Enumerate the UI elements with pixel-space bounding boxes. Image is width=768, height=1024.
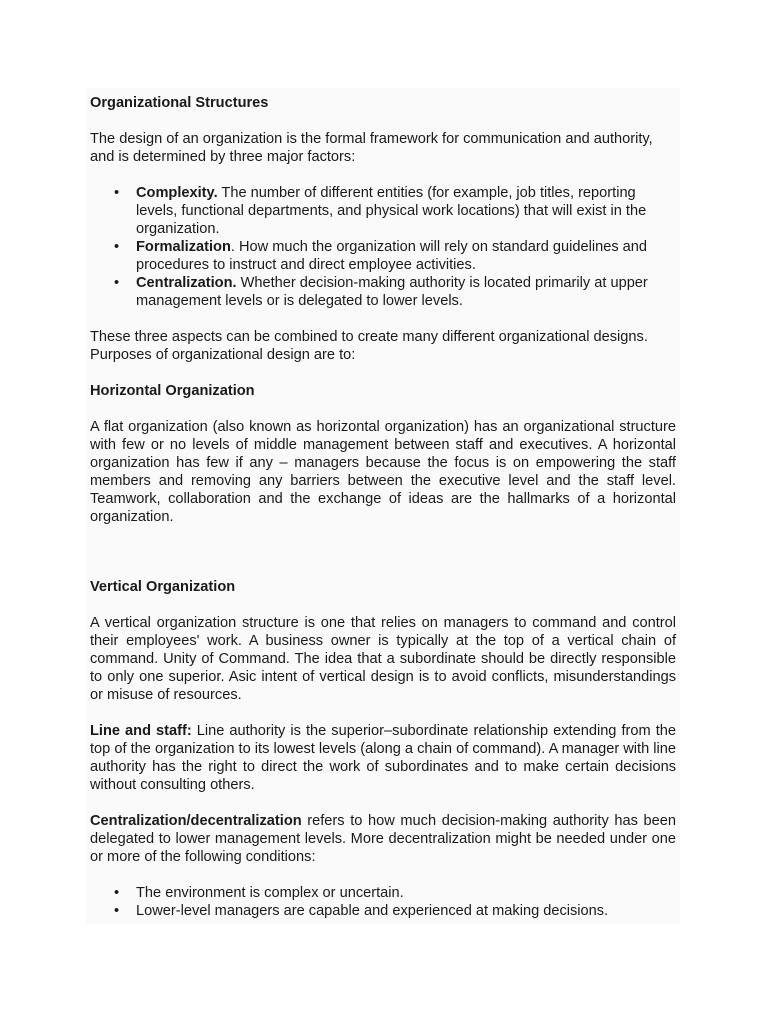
factor-term: Complexity.: [136, 185, 218, 201]
line-staff-text: Line authority is the superior–subordinate relationship extending from the top of the organization to its lowest levels (along a chain of command). A manager with line authority has the right to direct the work of subordinates and to make certain decisions without consulting others.: [90, 723, 676, 793]
factors-list: [90, 184, 676, 310]
list-item: [114, 884, 676, 902]
factor-text: . How much the organization will rely on standard guidelines and procedures to instruct and direct employee activities.: [136, 239, 648, 273]
factor-term: Centralization.: [136, 275, 237, 291]
horizontal-heading: Horizontal Organization: [90, 383, 255, 399]
factor-term: Formalization: [136, 239, 231, 255]
centralization-paragraph: [90, 812, 676, 866]
bullet-icon: •: [114, 185, 120, 201]
line-staff-term: Line and staff:: [90, 723, 192, 739]
factor-text: Whether decision-making authority is located primarily at upper management levels or is delegated to lower levels.: [136, 275, 648, 309]
centralization-text: refers to how much decision-making authority has been delegated to lower management levels. More decentralization might be needed under one or more of the following conditions:: [90, 813, 676, 865]
bullet-icon: •: [114, 275, 120, 291]
vertical-heading: Vertical Organization: [90, 579, 236, 595]
line-staff-paragraph: [90, 722, 676, 794]
list-item: [114, 902, 676, 920]
summary-paragraph: These three aspects can be combined to create many different organizational designs. Purposes of organizational design are to:: [90, 329, 648, 363]
conditions-list: [90, 884, 676, 920]
list-item: [114, 274, 676, 310]
condition-text: The environment is complex or uncertain.: [136, 885, 404, 901]
condition-text: Lower-level managers are capable and experienced at making decisions.: [136, 903, 609, 919]
bullet-icon: •: [114, 885, 120, 901]
factor-text: The number of different entities (for example, job titles, reporting levels, functional departments, and physical work locations) that will exist in the organization.: [136, 185, 647, 237]
page-title: Organizational Structures: [90, 95, 269, 111]
list-item: [114, 184, 676, 238]
vertical-paragraph: A vertical organization structure is one that relies on managers to command and control their employees' work. A business owner is typically at the top of a vertical chain of command. Unity of Command. The idea that a subordinate should be directly responsible to only one superior. Asic intent of vertical design is to avoid conflicts, misunderstandings or misuse of resources.: [90, 615, 676, 703]
list-item: [114, 238, 676, 274]
centralization-term: Centralization/decentralization: [90, 813, 302, 829]
intro-paragraph: The design of an organization is the formal framework for communication and authority, and is determined by three major factors:: [90, 131, 653, 165]
bullet-icon: •: [114, 903, 120, 919]
horizontal-paragraph: A flat organization (also known as horizontal organization) has an organizational structure with few or no levels of middle management between staff and executives. A horizontal organization has few if any – managers because the focus is on empowering the staff members and removing any barriers between the executive level and the staff level. Teamwork, collaboration and the exchange of ideas are the hallmarks of a horizontal organization.: [90, 419, 676, 525]
bullet-icon: •: [114, 239, 120, 255]
document-body: [90, 94, 676, 920]
